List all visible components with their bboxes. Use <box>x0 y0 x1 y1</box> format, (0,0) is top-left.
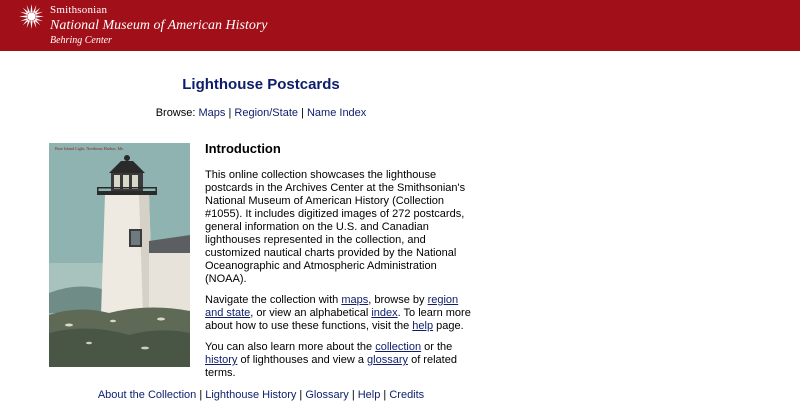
org-line-museum: National Museum of American History <box>50 18 268 33</box>
footer-help-link[interactable]: Help <box>357 389 381 401</box>
separator: | <box>199 389 203 401</box>
index-link[interactable]: index <box>371 307 398 319</box>
footer-history-link[interactable]: Lighthouse History <box>205 389 297 401</box>
separator: | <box>301 107 304 119</box>
browse-label: Browse: <box>155 107 196 119</box>
text-span: You can also learn more about the <box>205 341 376 353</box>
text-span: of related terms. <box>205 354 457 379</box>
maps-link[interactable]: maps <box>341 294 369 306</box>
region-and-state-link[interactable]: region and state <box>205 294 459 319</box>
smithsonian-sun-logo-icon[interactable] <box>19 4 44 29</box>
text-span: page. <box>433 320 464 332</box>
intro-heading: Introduction <box>205 141 281 156</box>
footer-glossary-link[interactable]: Glossary <box>305 389 349 401</box>
separator: | <box>383 389 387 401</box>
text-span: Navigate the collection with <box>205 294 342 306</box>
browse-name-index-link[interactable]: Name Index <box>306 107 367 119</box>
separator: | <box>351 389 355 401</box>
text-span: . To learn more about how to use these functions, visit the <box>205 307 471 332</box>
glossary-link[interactable]: glossary <box>367 354 409 366</box>
separator: | <box>228 107 232 119</box>
footer-nav <box>0 389 522 401</box>
lighthouse-illustration <box>49 143 190 367</box>
intro-paragraph-1: This online collection showcases the lighthouse postcards in the Archives Center at the Smithsonian's National Museum of American History (Collection #1055). It includes digitized images of 272 postcards, general information on the U.S. and Canadian lighthouses represented in the collection, and customized nautical charts provided by the National Oceanographic and Atmospheric Administration (NOAA). <box>205 169 466 285</box>
browse-maps-link[interactable]: Maps <box>198 107 226 119</box>
postcard-caption: Bear Island Light, Northeast Harbor, Me. <box>55 146 125 151</box>
help-link[interactable]: help <box>412 320 434 332</box>
intro-paragraph-2 <box>205 294 475 333</box>
page-title: Lighthouse Postcards <box>182 76 340 93</box>
text-span: or the <box>421 341 453 353</box>
footer-credits-link[interactable]: Credits <box>389 389 425 401</box>
browse-nav <box>0 107 522 119</box>
text-span: of lighthouses and view a <box>237 354 368 366</box>
footer-about-link[interactable]: About the Collection <box>97 389 197 401</box>
museum-name[interactable] <box>50 5 268 46</box>
org-line-smithsonian: Smithsonian <box>50 4 108 16</box>
history-link[interactable]: history <box>205 354 238 366</box>
header-banner <box>0 0 800 51</box>
org-line-center: Behring Center <box>50 35 112 46</box>
collection-link[interactable]: collection <box>375 341 422 353</box>
intro-section <box>205 141 475 388</box>
lighthouse-postcard-image <box>49 143 190 367</box>
text-span: , or view an alphabetical <box>250 307 372 319</box>
text-span: , browse by <box>368 294 428 306</box>
browse-region-state-link[interactable]: Region/State <box>234 107 298 119</box>
intro-paragraph-3 <box>205 341 475 380</box>
separator: | <box>299 389 303 401</box>
